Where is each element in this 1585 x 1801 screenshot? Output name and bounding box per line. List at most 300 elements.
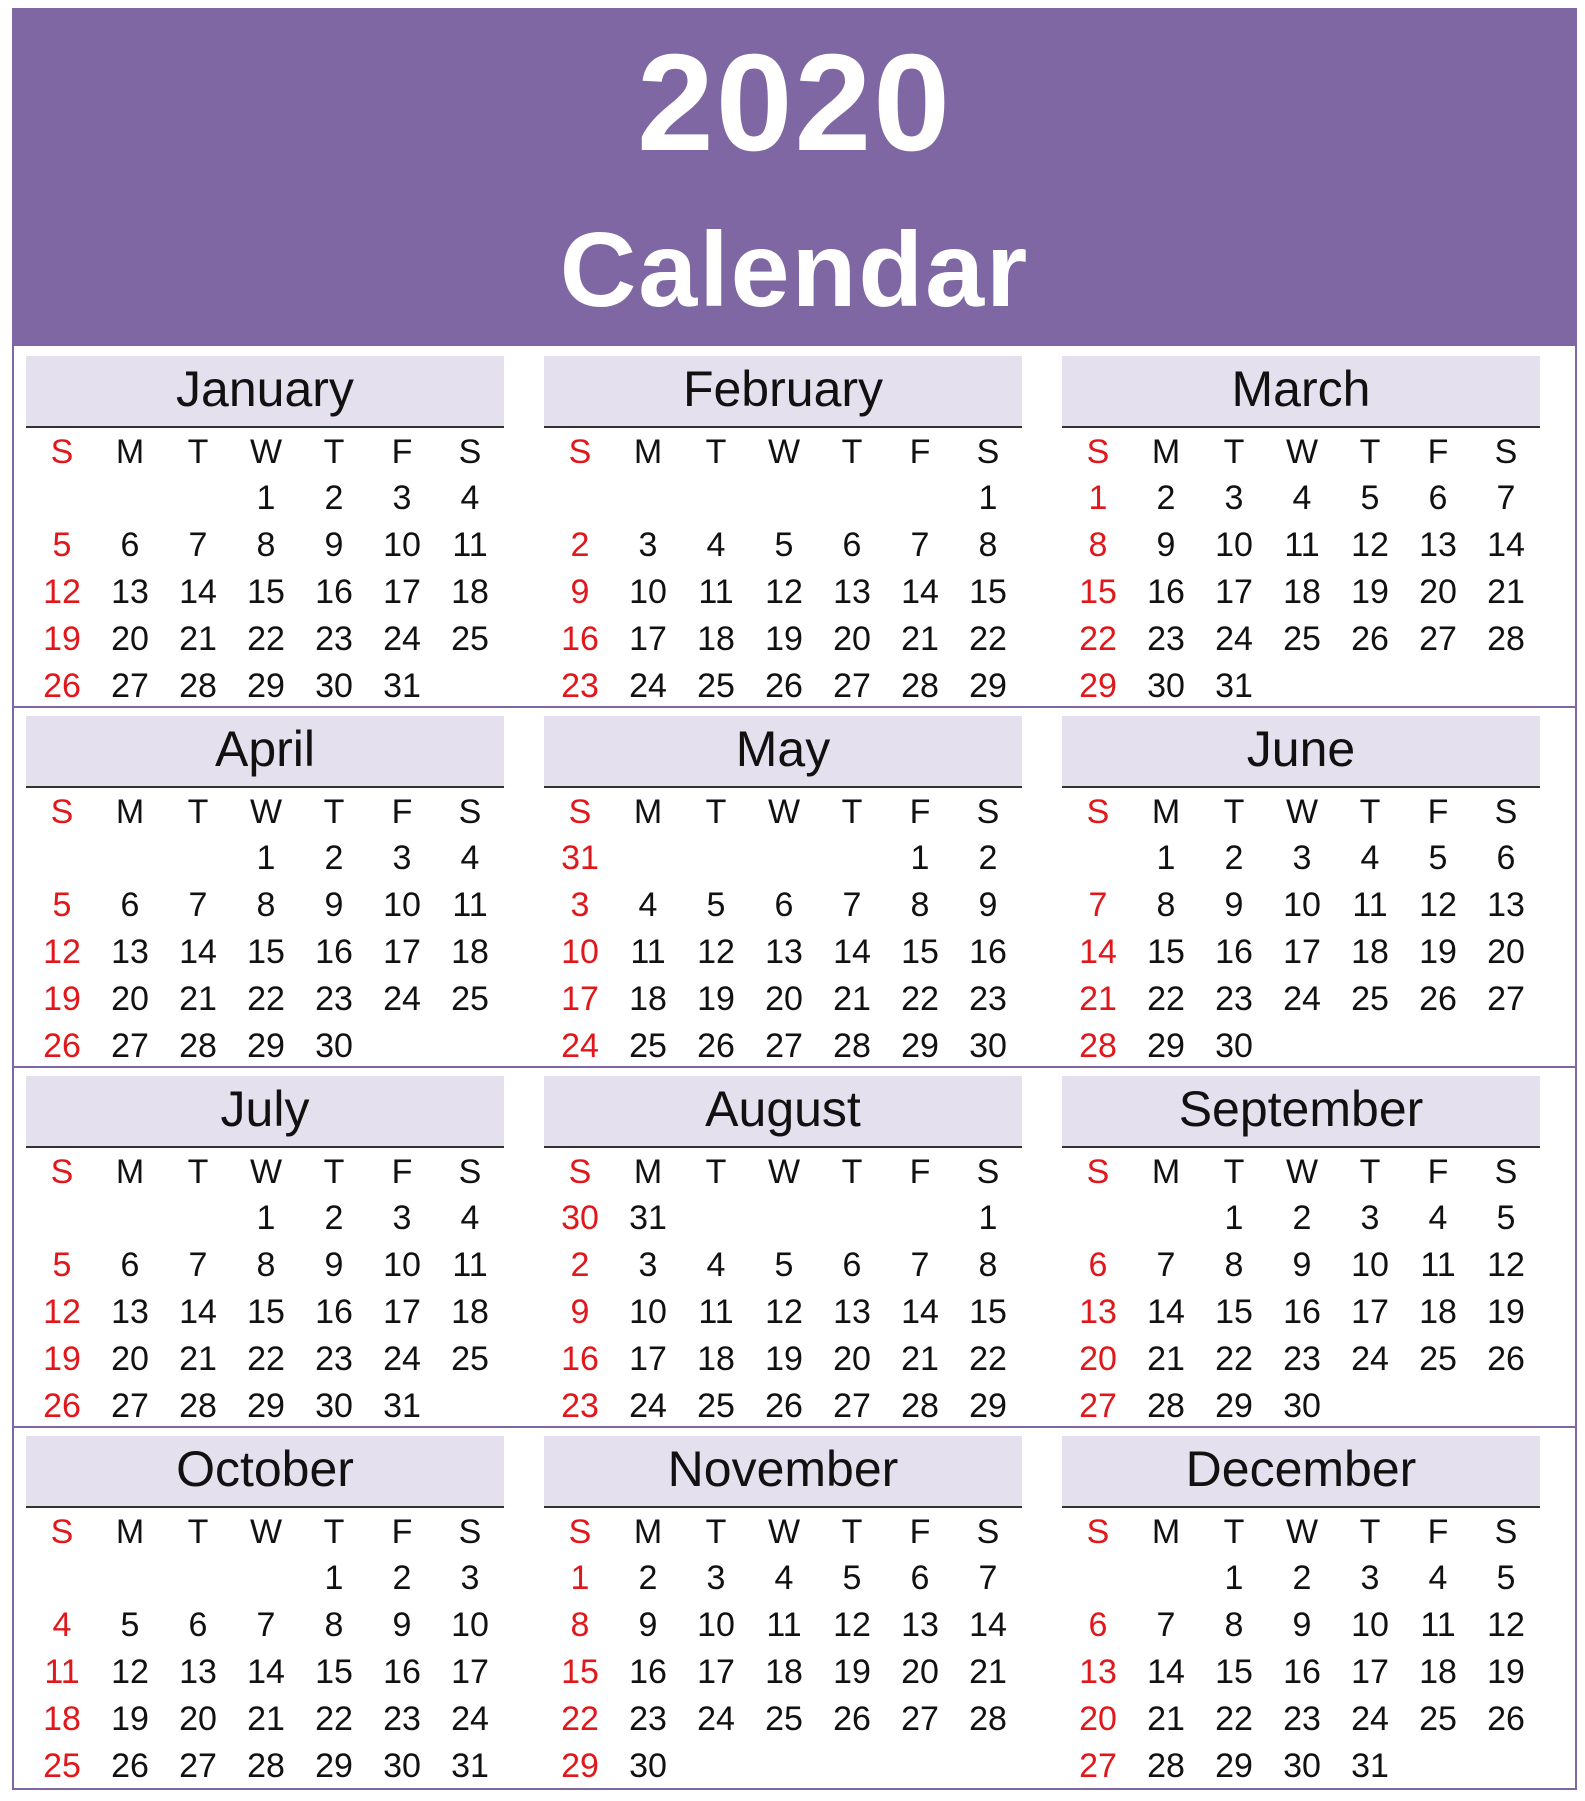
sunday-date: 12 [43, 933, 81, 971]
date-cell: 16 [1215, 933, 1253, 971]
date-cell: 2 [978, 839, 998, 877]
weekday-label: S [1494, 793, 1518, 831]
date-cell: 22 [969, 1340, 1007, 1378]
month-name: June [1062, 716, 1540, 788]
date-cell: 7 [188, 1246, 208, 1284]
weekday-label: M [115, 433, 145, 471]
weekday-label: T [323, 433, 345, 471]
date-cell: 18 [697, 1340, 735, 1378]
weekday-header [26, 430, 504, 474]
date-cell: 9 [1292, 1246, 1312, 1284]
date-cell: 6 [120, 886, 140, 924]
weekday-label: T [323, 1153, 345, 1191]
weekday-label: T [187, 433, 209, 471]
date-cell: 7 [842, 886, 862, 924]
weekday-label: T [705, 1513, 727, 1551]
month-may [544, 716, 1024, 1076]
date-cell: 4 [1360, 839, 1380, 877]
date-cell: 11 [1420, 1246, 1456, 1284]
date-cell: 4 [460, 839, 480, 877]
date-cell: 20 [111, 980, 149, 1018]
date-cell: 8 [324, 1606, 344, 1644]
date-cell: 31 [383, 1387, 421, 1425]
date-cell: 15 [247, 573, 285, 611]
date-cell: 16 [1283, 1293, 1321, 1331]
date-cell: 2 [324, 839, 344, 877]
date-cell: 22 [247, 620, 285, 658]
sunday-date: 24 [561, 1027, 599, 1065]
date-cell: 12 [111, 1653, 149, 1691]
day-grid [26, 1196, 504, 1436]
date-cell: 3 [1360, 1199, 1380, 1237]
weekday-header [544, 1510, 1022, 1554]
date-cell: 4 [774, 1559, 794, 1597]
weekday-label: M [1151, 1153, 1181, 1191]
date-cell: 23 [383, 1700, 421, 1738]
calendar-title: Calendar [559, 211, 1030, 329]
date-cell: 13 [765, 933, 803, 971]
month-name: March [1062, 356, 1540, 428]
date-cell: 5 [1428, 839, 1448, 877]
month-august [544, 1076, 1024, 1436]
date-cell: 9 [324, 1246, 344, 1284]
date-cell: 28 [1487, 620, 1525, 658]
date-cell: 22 [1215, 1340, 1253, 1378]
date-cell: 22 [315, 1700, 353, 1738]
weekday-label: M [1151, 1513, 1181, 1551]
date-cell: 23 [629, 1700, 667, 1738]
date-cell: 11 [452, 1246, 488, 1284]
date-cell: 27 [901, 1700, 939, 1738]
date-cell: 27 [1487, 980, 1525, 1018]
weekday-label: S [568, 1153, 592, 1191]
sunday-date: 1 [570, 1559, 590, 1597]
month-january [26, 356, 506, 716]
date-cell: 11 [1284, 526, 1320, 564]
date-cell: 4 [1428, 1199, 1448, 1237]
date-cell: 11 [698, 1293, 734, 1331]
date-cell: 18 [765, 1653, 803, 1691]
weekday-label: S [50, 433, 74, 471]
date-cell: 1 [978, 479, 998, 517]
weekday-label: F [1427, 1513, 1449, 1551]
date-cell: 10 [1351, 1606, 1389, 1644]
date-cell: 23 [315, 980, 353, 1018]
date-cell: 9 [978, 886, 998, 924]
date-cell: 21 [1487, 573, 1525, 611]
date-cell: 17 [451, 1653, 489, 1691]
date-cell: 24 [1283, 980, 1321, 1018]
sunday-date: 26 [43, 1027, 81, 1065]
weekday-label: M [633, 433, 663, 471]
date-cell: 7 [188, 526, 208, 564]
date-cell: 9 [324, 526, 344, 564]
date-cell: 10 [383, 886, 421, 924]
sunday-date: 20 [1079, 1340, 1117, 1378]
date-cell: 18 [1351, 933, 1389, 971]
date-cell: 28 [179, 667, 217, 705]
sunday-date: 9 [570, 1293, 590, 1331]
date-cell: 4 [460, 1199, 480, 1237]
weekday-label: S [976, 1513, 1000, 1551]
date-cell: 26 [1487, 1700, 1525, 1738]
date-cell: 20 [179, 1700, 217, 1738]
sunday-date: 23 [561, 667, 599, 705]
weekday-label: W [249, 1513, 283, 1551]
date-cell: 7 [1156, 1246, 1176, 1284]
month-name: July [26, 1076, 504, 1148]
date-cell: 17 [1351, 1293, 1389, 1331]
date-cell: 17 [629, 620, 667, 658]
date-cell: 24 [451, 1700, 489, 1738]
weekday-label: S [458, 1153, 482, 1191]
date-cell: 3 [638, 1246, 658, 1284]
date-cell: 15 [969, 573, 1007, 611]
date-cell: 10 [697, 1606, 735, 1644]
date-cell: 3 [392, 839, 412, 877]
date-cell: 25 [697, 667, 735, 705]
date-cell: 26 [111, 1747, 149, 1785]
date-cell: 29 [1215, 1387, 1253, 1425]
date-cell: 29 [315, 1747, 353, 1785]
date-cell: 5 [1496, 1559, 1516, 1597]
date-cell: 2 [324, 1199, 344, 1237]
date-cell: 31 [629, 1199, 667, 1237]
sunday-date: 29 [1079, 667, 1117, 705]
day-grid [1062, 476, 1540, 716]
month-december [1062, 1436, 1542, 1796]
date-cell: 3 [460, 1559, 480, 1597]
month-name: August [544, 1076, 1022, 1148]
date-cell: 11 [452, 886, 488, 924]
date-cell: 17 [697, 1653, 735, 1691]
date-cell: 6 [188, 1606, 208, 1644]
date-cell: 6 [1428, 479, 1448, 517]
date-cell: 3 [1224, 479, 1244, 517]
date-cell: 16 [315, 573, 353, 611]
sunday-date: 23 [561, 1387, 599, 1425]
date-cell: 27 [833, 1387, 871, 1425]
date-cell: 5 [1496, 1199, 1516, 1237]
weekday-label: M [633, 1153, 663, 1191]
month-july [26, 1076, 506, 1436]
date-cell: 20 [1419, 573, 1457, 611]
weekday-label: T [1223, 793, 1245, 831]
date-cell: 24 [629, 667, 667, 705]
day-grid [26, 1556, 504, 1796]
date-cell: 30 [315, 667, 353, 705]
sunday-date: 2 [570, 526, 590, 564]
sunday-date: 22 [1079, 620, 1117, 658]
date-cell: 17 [383, 1293, 421, 1331]
weekday-label: T [187, 1513, 209, 1551]
date-cell: 16 [629, 1653, 667, 1691]
month-march [1062, 356, 1542, 716]
date-cell: 2 [1224, 839, 1244, 877]
weekday-label: W [1285, 793, 1319, 831]
date-cell: 14 [1147, 1653, 1185, 1691]
date-cell: 21 [1147, 1700, 1185, 1738]
date-cell: 20 [765, 980, 803, 1018]
weekday-label: T [1359, 433, 1381, 471]
date-cell: 8 [256, 1246, 276, 1284]
day-grid [1062, 1196, 1540, 1436]
sunday-date: 19 [43, 1340, 81, 1378]
date-cell: 9 [1156, 526, 1176, 564]
date-cell: 19 [765, 1340, 803, 1378]
date-cell: 26 [765, 1387, 803, 1425]
date-cell: 26 [697, 1027, 735, 1065]
date-cell: 13 [111, 573, 149, 611]
sunday-date: 22 [561, 1700, 599, 1738]
date-cell: 23 [1147, 620, 1185, 658]
sunday-date: 10 [561, 933, 599, 971]
weekday-label: S [1086, 1513, 1110, 1551]
date-cell: 1 [256, 839, 276, 877]
date-cell: 18 [629, 980, 667, 1018]
date-cell: 11 [766, 1606, 802, 1644]
date-cell: 10 [1351, 1246, 1389, 1284]
day-grid [544, 476, 1022, 716]
date-cell: 20 [901, 1653, 939, 1691]
day-grid [26, 836, 504, 1076]
date-cell: 8 [978, 1246, 998, 1284]
date-cell: 29 [247, 1027, 285, 1065]
date-cell: 9 [324, 886, 344, 924]
month-june [1062, 716, 1542, 1076]
date-cell: 9 [392, 1606, 412, 1644]
date-cell: 8 [1156, 886, 1176, 924]
sunday-date: 13 [1079, 1293, 1117, 1331]
date-cell: 25 [629, 1027, 667, 1065]
date-cell: 13 [1487, 886, 1525, 924]
weekday-label: M [115, 1153, 145, 1191]
sunday-date: 4 [52, 1606, 72, 1644]
weekday-label: M [1151, 433, 1181, 471]
date-cell: 17 [629, 1340, 667, 1378]
weekday-label: M [115, 793, 145, 831]
date-cell: 15 [901, 933, 939, 971]
weekday-label: S [568, 1513, 592, 1551]
date-cell: 23 [315, 620, 353, 658]
date-cell: 13 [111, 1293, 149, 1331]
date-cell: 14 [179, 933, 217, 971]
sunday-date: 6 [1088, 1246, 1108, 1284]
date-cell: 15 [1215, 1293, 1253, 1331]
date-cell: 24 [383, 980, 421, 1018]
date-cell: 26 [1419, 980, 1457, 1018]
date-cell: 27 [179, 1747, 217, 1785]
weekday-header [544, 1150, 1022, 1194]
date-cell: 28 [1147, 1747, 1185, 1785]
date-cell: 12 [765, 1293, 803, 1331]
date-cell: 30 [383, 1747, 421, 1785]
sunday-date: 25 [43, 1747, 81, 1785]
date-cell: 4 [706, 1246, 726, 1284]
date-cell: 11 [630, 933, 666, 971]
sunday-date: 5 [52, 1246, 72, 1284]
date-cell: 8 [978, 526, 998, 564]
date-cell: 19 [1487, 1293, 1525, 1331]
date-cell: 10 [1215, 526, 1253, 564]
date-cell: 4 [460, 479, 480, 517]
date-cell: 28 [179, 1387, 217, 1425]
weekday-label: M [633, 1513, 663, 1551]
weekday-header [544, 430, 1022, 474]
sunday-date: 2 [570, 1246, 590, 1284]
date-cell: 30 [629, 1747, 667, 1785]
date-cell: 14 [1147, 1293, 1185, 1331]
date-cell: 7 [1496, 479, 1516, 517]
date-cell: 21 [247, 1700, 285, 1738]
date-cell: 10 [383, 526, 421, 564]
sunday-date: 12 [43, 573, 81, 611]
date-cell: 16 [383, 1653, 421, 1691]
month-name: January [26, 356, 504, 428]
date-cell: 30 [315, 1387, 353, 1425]
weekday-label: F [391, 1513, 413, 1551]
date-cell: 6 [1496, 839, 1516, 877]
date-cell: 7 [910, 526, 930, 564]
weekday-label: F [1427, 793, 1449, 831]
date-cell: 14 [179, 573, 217, 611]
weekday-label: M [633, 793, 663, 831]
weekday-label: T [841, 1513, 863, 1551]
date-cell: 1 [256, 479, 276, 517]
sunday-date: 26 [43, 1387, 81, 1425]
date-cell: 12 [1419, 886, 1457, 924]
date-cell: 6 [120, 1246, 140, 1284]
weekday-label: F [391, 1153, 413, 1191]
date-cell: 9 [1224, 886, 1244, 924]
date-cell: 3 [1292, 839, 1312, 877]
date-cell: 13 [833, 1293, 871, 1331]
date-cell: 17 [1351, 1653, 1389, 1691]
weekday-label: W [1285, 1513, 1319, 1551]
date-cell: 21 [833, 980, 871, 1018]
sunday-date: 5 [52, 526, 72, 564]
date-cell: 23 [969, 980, 1007, 1018]
date-cell: 28 [969, 1700, 1007, 1738]
weekday-label: T [841, 1153, 863, 1191]
date-cell: 25 [451, 980, 489, 1018]
date-cell: 2 [1156, 479, 1176, 517]
date-cell: 9 [638, 1606, 658, 1644]
sunday-date: 20 [1079, 1700, 1117, 1738]
date-cell: 7 [910, 1246, 930, 1284]
date-cell: 30 [1283, 1387, 1321, 1425]
weekday-header [1062, 1510, 1540, 1554]
weekday-label: W [767, 793, 801, 831]
weekday-label: T [187, 793, 209, 831]
weekday-label: S [1086, 1153, 1110, 1191]
weekday-label: S [50, 793, 74, 831]
date-cell: 26 [833, 1700, 871, 1738]
date-cell: 16 [1147, 573, 1185, 611]
date-cell: 1 [324, 1559, 344, 1597]
date-cell: 5 [774, 1246, 794, 1284]
date-cell: 11 [1420, 1606, 1456, 1644]
date-cell: 13 [111, 933, 149, 971]
sunday-date: 29 [561, 1747, 599, 1785]
weekday-label: F [391, 793, 413, 831]
date-cell: 3 [638, 526, 658, 564]
day-grid [544, 1196, 1022, 1436]
date-cell: 1 [256, 1199, 276, 1237]
sunday-date: 1 [1088, 479, 1108, 517]
date-cell: 27 [111, 1027, 149, 1065]
date-cell: 3 [706, 1559, 726, 1597]
weekday-label: S [458, 793, 482, 831]
weekday-header [1062, 1150, 1540, 1194]
date-cell: 30 [315, 1027, 353, 1065]
sunday-date: 9 [570, 573, 590, 611]
date-cell: 24 [1351, 1700, 1389, 1738]
date-cell: 13 [179, 1653, 217, 1691]
date-cell: 18 [1419, 1293, 1457, 1331]
date-cell: 5 [706, 886, 726, 924]
date-cell: 25 [1419, 1700, 1457, 1738]
date-cell: 22 [247, 980, 285, 1018]
date-cell: 3 [1360, 1559, 1380, 1597]
date-cell: 10 [451, 1606, 489, 1644]
day-grid [544, 1556, 1022, 1796]
sunday-date: 15 [1079, 573, 1117, 611]
date-cell: 7 [188, 886, 208, 924]
date-cell: 20 [1487, 933, 1525, 971]
date-cell: 28 [1147, 1387, 1185, 1425]
sunday-date: 21 [1079, 980, 1117, 1018]
date-cell: 18 [451, 1293, 489, 1331]
weekday-label: T [1223, 433, 1245, 471]
weekday-label: F [909, 433, 931, 471]
date-cell: 28 [179, 1027, 217, 1065]
date-cell: 15 [315, 1653, 353, 1691]
date-cell: 1 [978, 1199, 998, 1237]
date-cell: 22 [1215, 1700, 1253, 1738]
date-cell: 2 [392, 1559, 412, 1597]
date-cell: 17 [1283, 933, 1321, 971]
date-cell: 7 [256, 1606, 276, 1644]
date-cell: 5 [842, 1559, 862, 1597]
date-cell: 18 [451, 573, 489, 611]
date-cell: 19 [765, 620, 803, 658]
date-cell: 25 [1351, 980, 1389, 1018]
date-cell: 16 [315, 933, 353, 971]
weekday-label: W [249, 433, 283, 471]
date-cell: 6 [842, 526, 862, 564]
date-cell: 30 [969, 1027, 1007, 1065]
date-cell: 8 [256, 886, 276, 924]
date-cell: 24 [1215, 620, 1253, 658]
weekday-label: T [841, 433, 863, 471]
date-cell: 29 [969, 1387, 1007, 1425]
date-cell: 28 [901, 1387, 939, 1425]
date-cell: 8 [1224, 1606, 1244, 1644]
month-name: February [544, 356, 1022, 428]
date-cell: 24 [383, 1340, 421, 1378]
date-cell: 16 [1283, 1653, 1321, 1691]
sunday-date: 27 [1079, 1747, 1117, 1785]
date-cell: 2 [324, 479, 344, 517]
date-cell: 21 [969, 1653, 1007, 1691]
date-cell: 27 [833, 667, 871, 705]
date-cell: 7 [1156, 1606, 1176, 1644]
weekday-label: S [1494, 1153, 1518, 1191]
date-cell: 11 [452, 526, 488, 564]
day-grid [26, 476, 504, 716]
weekday-label: T [323, 1513, 345, 1551]
